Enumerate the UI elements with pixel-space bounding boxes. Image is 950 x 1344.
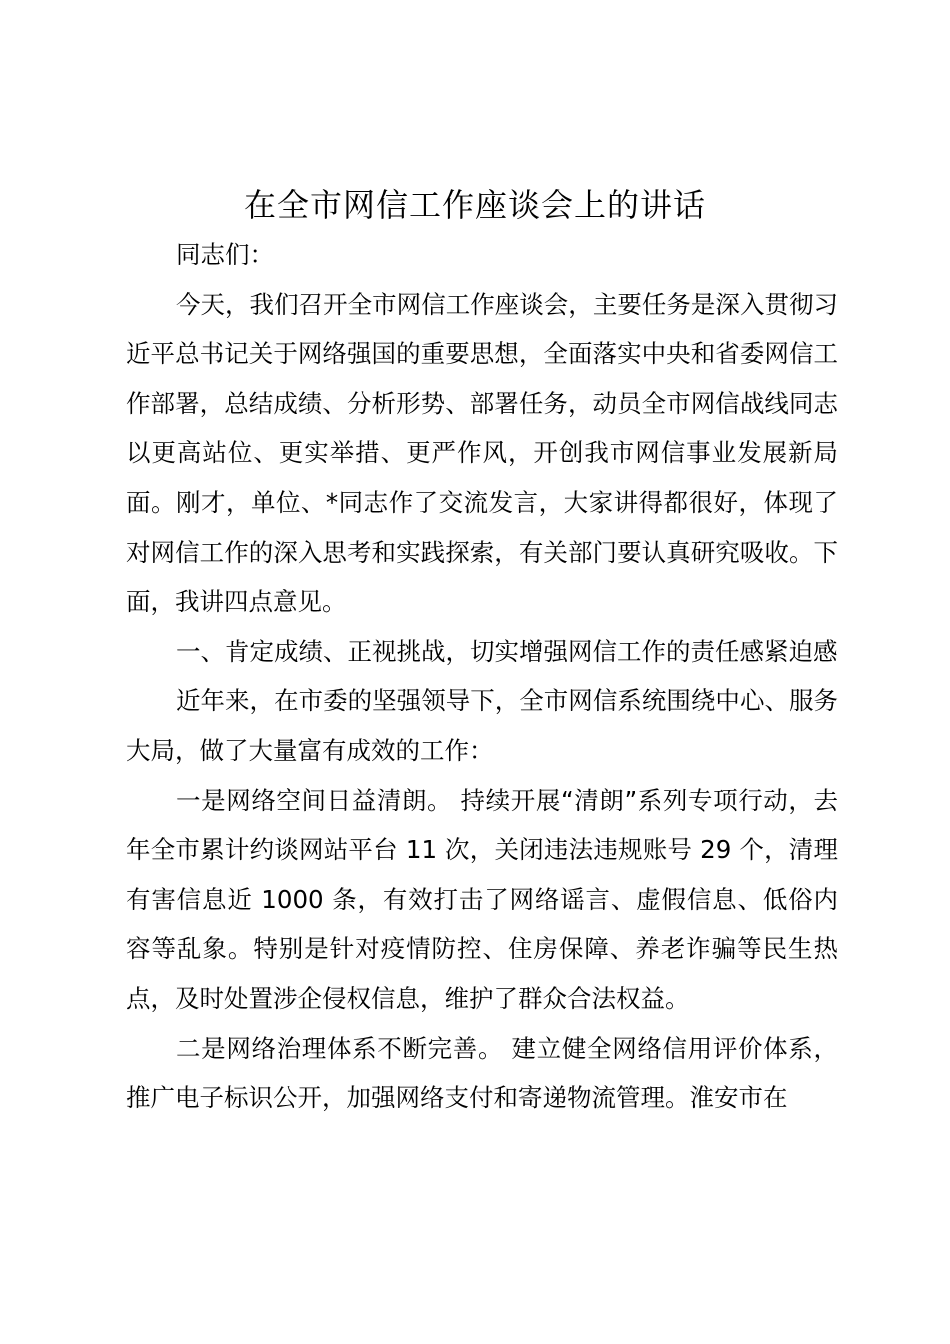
achievement-1-lead: 一是网络空间日益清朗。 (176, 785, 453, 815)
achievement-2-text: 建立健全网络信用评价体系，推广电子标识公开，加强网络支付和寄递物流管理。淮安市在 (126, 1033, 838, 1113)
document-title: 在全市网信工作座谈会上的讲话 (243, 186, 706, 224)
document-body (126, 230, 838, 1123)
paragraph-achievement-2 (126, 1024, 838, 1123)
paragraph-achievement-1 (126, 776, 838, 1024)
section-heading-1: 一、肯定成绩、正视挑战，切实增强网信工作的责任感紧迫感 (176, 636, 838, 666)
achievement-2-lead: 二是网络治理体系不断完善。 (176, 1033, 504, 1063)
salutation: 同志们： (176, 240, 274, 269)
paragraph-opening: 今天，我们召开全市网信工作座谈会，主要任务是深入贯彻习近平总书记关于网络强国的重要思想，全面落实中央和省委网信工作部署，总结成绩、分析形势、部署任务，动员全市网信战线同志以更高站位、更实举措、更严作风，开创我市网信事业发展新局面。刚才，单位、*同志作了交流发言，大家讲得都很好，体现了对网信工作的深入思考和实践探索，有关部门要认真研究吸收。下面，我讲四点意见。 (126, 289, 838, 617)
paragraph-intro-achievements: 近年来，在市委的坚强领导下，全市网信系统围绕中心、服务大局，做了大量富有成效的工作： (126, 686, 838, 765)
achievement-1-text: 持续开展“清朗”系列专项行动，去年全市累计约谈网站平台 11 次，关闭违法违规账号 29 个，清理有害信息近 1000 条，有效打击了网络谣言、虚假信息、低俗内容等乱象。特别是针对疫情防控、住房保障、养老诈骗等民生热点，及时处置涉企侵权信息，维护了群众合法权益。 (126, 785, 839, 1013)
